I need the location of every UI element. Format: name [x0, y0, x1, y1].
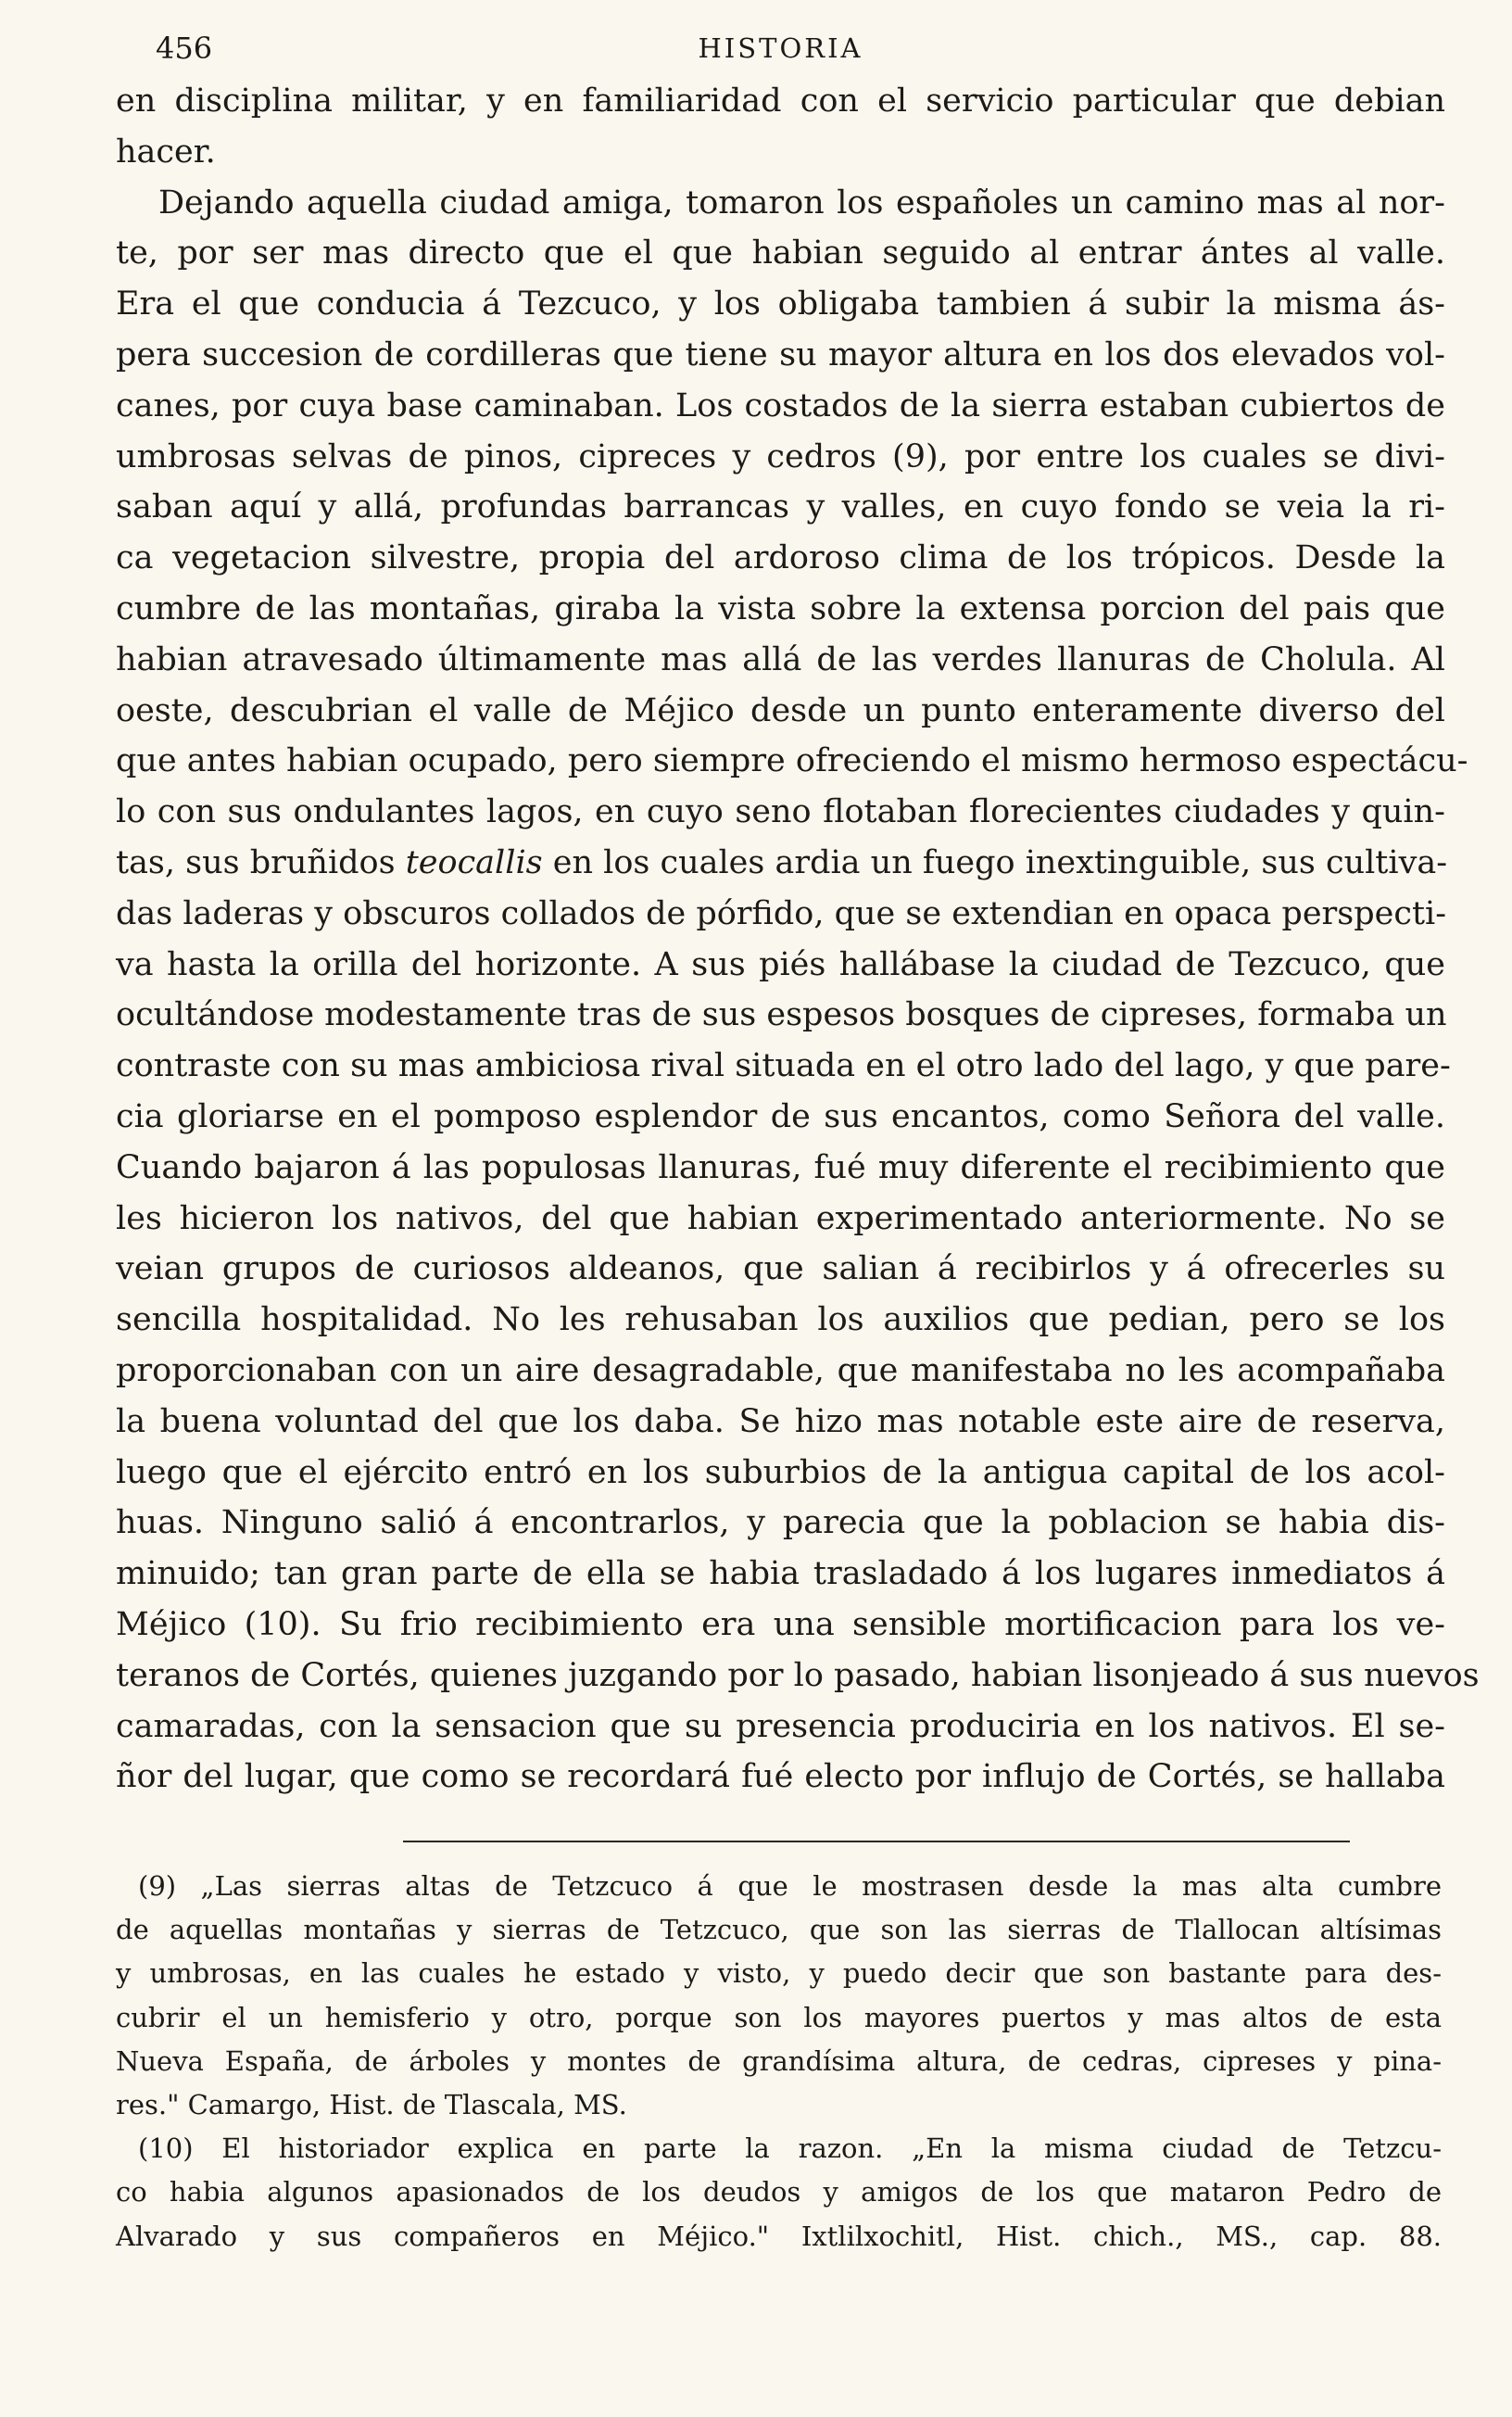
- text-line: ocultándose modestamente tras de sus espesos bosques de cipreses, formaba un: [116, 996, 1447, 1034]
- text-line: te, por ser mas directo que el que habian seguido al entrar ántes al valle.: [116, 234, 1445, 272]
- footnote-line: (9) „Las sierras altas de Tetzcuco á que le mostrasen desde la mas alta cumbre: [138, 1870, 1442, 1902]
- text-line: contraste con su mas ambiciosa rival situada en el otro lado del lago, y que pare-: [116, 1047, 1451, 1085]
- footnote-line: Nueva España, de árboles y montes de grandísima altura, de cedras, cipreses y pina-: [116, 2044, 1442, 2077]
- text-line: camaradas, con la sensacion que su presencia produciria en los nativos. El se-: [116, 1707, 1445, 1745]
- text-segment: en los cuales ardia un fuego inextinguible, sus cultiva-: [552, 843, 1448, 881]
- text-line: das laderas y obscuros collados de pórfido, que se extendian en opaca perspecti-: [116, 894, 1447, 932]
- text-line: teranos de Cortés, quienes juzgando por lo pasado, habian lisonjeado á sus nuevos: [116, 1656, 1480, 1694]
- text-line: Era el que conducia á Tezcuco, y los obligaba tambien á subir la misma ás-: [116, 285, 1445, 323]
- text-segment: tas, sus bruñidos: [116, 843, 396, 881]
- text-line: que antes habian ocupado, pero siempre ofreciendo el mismo hermoso espectácu-: [116, 742, 1468, 780]
- page-header: [116, 30, 1445, 67]
- text-line: sencilla hospitalidad. No les rehusaban los auxilios que pedian, pero se los: [116, 1301, 1445, 1339]
- text-line: Méjico (10). Su frio recibimiento era una sensible mortificacion para los ve-: [116, 1605, 1445, 1643]
- text-line: pera succesion de cordilleras que tiene su mayor altura en los dos elevados vol-: [116, 335, 1445, 373]
- running-title: HISTORIA: [698, 32, 863, 64]
- page-number: 456: [156, 31, 213, 66]
- text-line: saban aquí y allá, profundas barrancas y valles, en cuyo fondo se veia la ri-: [116, 488, 1445, 526]
- text-line: minuido; tan gran parte de ella se habia trasladado á los lugares inmediatos á: [116, 1555, 1445, 1593]
- text-line: va hasta la orilla del horizonte. A sus piés hallábase la ciudad de Tezcuco, que: [116, 945, 1445, 983]
- text-line: canes, por cuya base caminaban. Los costados de la sierra estaban cubiertos de: [116, 386, 1445, 424]
- footnote-line: Alvarado y sus compañeros en Méjico." Ixtlilxochitl, Hist. chich., MS., cap. 88.: [116, 2220, 1442, 2252]
- text-line: huas. Ninguno salió á encontrarlos, y parecia que la poblacion se habia dis-: [116, 1504, 1445, 1542]
- text-line: Cuando bajaron á las populosas llanuras, fué muy diferente el recibimiento que: [116, 1148, 1445, 1186]
- text-line: hacer.: [116, 133, 216, 171]
- footnote-line: cubrir el un hemisferio y otro, porque son los mayores puertos y mas altos de esta: [116, 2001, 1442, 2033]
- footnote-divider: [403, 1841, 1350, 1842]
- text-line: luego que el ejército entró en los suburbios de la antigua capital de los acol-: [116, 1453, 1445, 1491]
- text-line-with-italic: [116, 838, 1448, 889]
- footnote-line: y umbrosas, en las cuales he estado y visto, y puedo decir que son bastante para des-: [116, 1957, 1442, 1990]
- text-line: oeste, descubrian el valle de Méjico desde un punto enteramente diverso del: [116, 691, 1445, 729]
- italic-term: teocallis: [405, 843, 543, 881]
- text-line: cumbre de las montañas, giraba la vista sobre la extensa porcion del pais que: [116, 589, 1445, 627]
- main-text: [116, 76, 1480, 1803]
- text-line: Dejando aquella ciudad amiga, tomaron los españoles un camino mas al nor-: [158, 183, 1445, 221]
- footnote-line: res." Camargo, Hist. de Tlascala, MS.: [116, 2088, 627, 2120]
- footnote-line: co habia algunos apasionados de los deudos y amigos de los que mataron Pedro de: [116, 2176, 1442, 2208]
- text-line: proporcionaban con un aire desagradable, que manifestaba no les acompañaba: [116, 1351, 1445, 1389]
- text-line: veian grupos de curiosos aldeanos, que salian á recibirlos y á ofrecerles su: [116, 1250, 1445, 1288]
- text-line: umbrosas selvas de pinos, cipreces y cedros (9), por entre los cuales se divi-: [116, 437, 1445, 475]
- text-line: en disciplina militar, y en familiaridad con el servicio particular que debian: [116, 82, 1445, 120]
- text-line: les hicieron los nativos, del que habian experimentado anteriormente. No se: [116, 1199, 1445, 1237]
- footnote-line: de aquellas montañas y sierras de Tetzcuco, que son las sierras de Tlallocan altísimas: [116, 1914, 1442, 1946]
- text-line: ca vegetacion silvestre, propia del ardoroso clima de los trópicos. Desde la: [116, 539, 1445, 577]
- text-line: habian atravesado últimamente mas allá de las verdes llanuras de Cholula. Al: [116, 640, 1445, 678]
- footnote-line: (10) El historiador explica en parte la razon. „En la misma ciudad de Tetzcu-: [138, 2132, 1442, 2165]
- text-line: ñor del lugar, que como se recordará fué electo por influjo de Cortés, se hallaba: [116, 1758, 1445, 1796]
- footnotes: [116, 1865, 1442, 2259]
- text-line: cia gloriarse en el pomposo esplendor de sus encantos, como Señora del valle.: [116, 1097, 1445, 1135]
- text-line: la buena voluntad del que los daba. Se hizo mas notable este aire de reserva,: [116, 1402, 1445, 1440]
- text-line: lo con sus ondulantes lagos, en cuyo seno flotaban florecientes ciudades y quin-: [116, 793, 1445, 831]
